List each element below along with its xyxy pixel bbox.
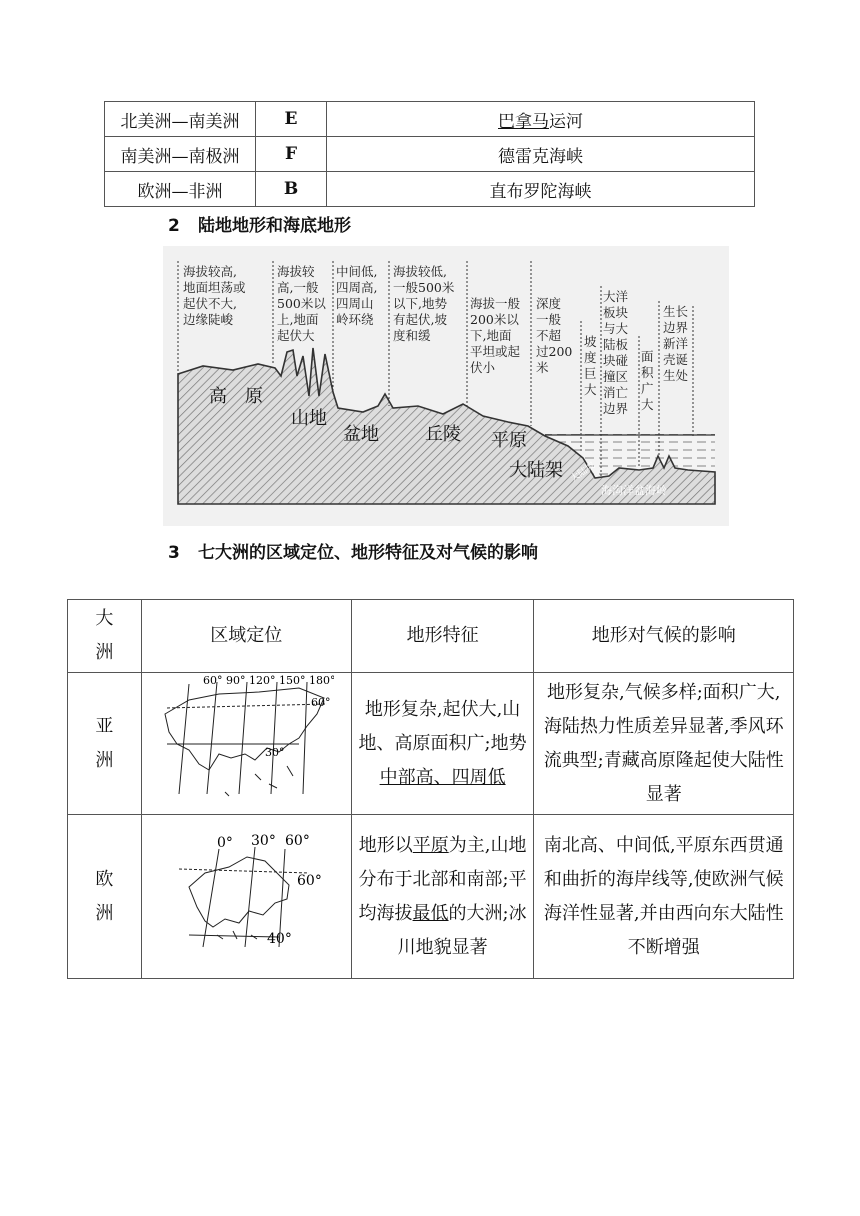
note-ridge: 生长边界新洋壳诞生处 [663, 304, 689, 383]
label-hills: 丘陵 [425, 424, 461, 445]
label-shelf: 大陆架 [509, 460, 563, 481]
strait-name [327, 102, 755, 137]
header-terrain: 地形特征 [351, 600, 534, 673]
section-number: 2 [168, 216, 180, 236]
terrain-feature: 地形复杂,起伏大,山地、高原面积广;地势中部高、四周低 [351, 673, 534, 815]
parallel-40 [189, 935, 279, 937]
parallel-60 [179, 869, 309, 873]
islands [225, 766, 293, 796]
strait-name: 直布罗陀海峡 [327, 172, 755, 207]
strait-table [104, 101, 755, 207]
asia-outline [165, 688, 324, 770]
lon-label-0: 0° [216, 834, 233, 851]
section-title: 七大洲的区域定位、地形特征及对气候的影响 [198, 543, 538, 563]
lon-label-30: 30° [250, 832, 276, 849]
section-title: 陆地地形和海底地形 [198, 216, 351, 236]
continent-pair: 北美洲—南美洲 [105, 102, 256, 137]
section-heading-2 [168, 211, 351, 236]
section-heading-3 [168, 538, 538, 563]
table-row [105, 102, 755, 137]
continent-pair: 欧洲—非洲 [105, 172, 256, 207]
label-ocean-floor: 海沟洋盆海岭 [601, 484, 667, 497]
islands [217, 931, 257, 939]
europe-map [159, 827, 334, 955]
note-basin: 中间低,四周高,四周山岭环绕 [336, 264, 378, 327]
note-hills: 海拔较低,一般500米以下,地势有起伏,坡度和缓 [393, 264, 455, 343]
terrain-profile-diagram [163, 246, 729, 526]
table-row [68, 815, 794, 979]
note-mountain: 海拔较高,一般 500米以上,地面起伏大 [277, 264, 326, 343]
climate-effect: 南北高、中间低,平原东西贯通和曲折的海岸线等,使欧洲气候海洋性显著,并由西向东大陆性不断增强 [534, 815, 794, 979]
continent-pair: 南美洲—南极洲 [105, 137, 256, 172]
continent-table [67, 599, 794, 979]
asia-map [159, 674, 334, 802]
note-slope: 坡度巨大 [584, 334, 597, 397]
header-climate: 地形对气候的影响 [534, 600, 794, 673]
label-continental-slope: 大陆坡 [568, 460, 597, 485]
note-shelf: 深度一般不超过200 米 [536, 296, 573, 375]
lat-label-30: 30° [264, 745, 285, 759]
lat-label-60: 60° [296, 872, 322, 889]
label-basin: 盆地 [343, 424, 379, 445]
lat-label-60: 60° [310, 695, 331, 709]
note-trench: 大洋板块与大陆板块碰撞区消亡边界 [603, 289, 629, 416]
continent-name: 欧洲 [68, 815, 142, 979]
strait-name-rest: 运河 [549, 111, 583, 132]
strait-name: 德雷克海峡 [327, 137, 755, 172]
meridians [179, 682, 307, 794]
note-plain: 海拔一般 200米以下,地面平坦或起伏小 [470, 296, 521, 375]
map-letter: B [256, 172, 327, 207]
europe-outline [189, 857, 289, 927]
map-letter: F [256, 137, 327, 172]
label-plain: 平原 [491, 430, 527, 451]
header-location: 区域定位 [141, 600, 351, 673]
meridian-labels: 60° 90° 120° 150° 180° [202, 673, 334, 687]
table-row [105, 172, 755, 207]
table-row [105, 137, 755, 172]
note-plateau: 海拔较高,地面坦荡或起伏不大,边缘陡峻 [183, 264, 246, 327]
header-continent: 大洲 [68, 600, 142, 673]
table-header-row [68, 600, 794, 673]
lon-label-60: 60° [284, 832, 310, 849]
underlined-text: 中部高、四周低 [379, 766, 506, 788]
note-basin-ocean: 面积广大 [641, 349, 654, 412]
location-map-cell [141, 673, 351, 815]
location-map-cell [141, 815, 351, 979]
table-row [68, 673, 794, 815]
map-letter: E [256, 102, 327, 137]
label-mountain: 山地 [291, 408, 327, 429]
label-plateau: 高 原 [209, 386, 263, 407]
section-number: 3 [168, 543, 180, 563]
continent-name: 亚洲 [68, 673, 142, 815]
parallel-60 [167, 704, 327, 708]
climate-effect: 地形复杂,气候多样;面积广大,海陆热力性质差异显著,季风环流典型;青藏高原隆起使大陆性显著 [534, 673, 794, 815]
underlined-text: 巴拿马 [498, 111, 549, 132]
lat-label-40: 40° [266, 930, 292, 947]
terrain-feature: 地形以平原为主,山地分布于北部和南部;平均海拔最低的大洲;冰川地貌显著 [351, 815, 534, 979]
